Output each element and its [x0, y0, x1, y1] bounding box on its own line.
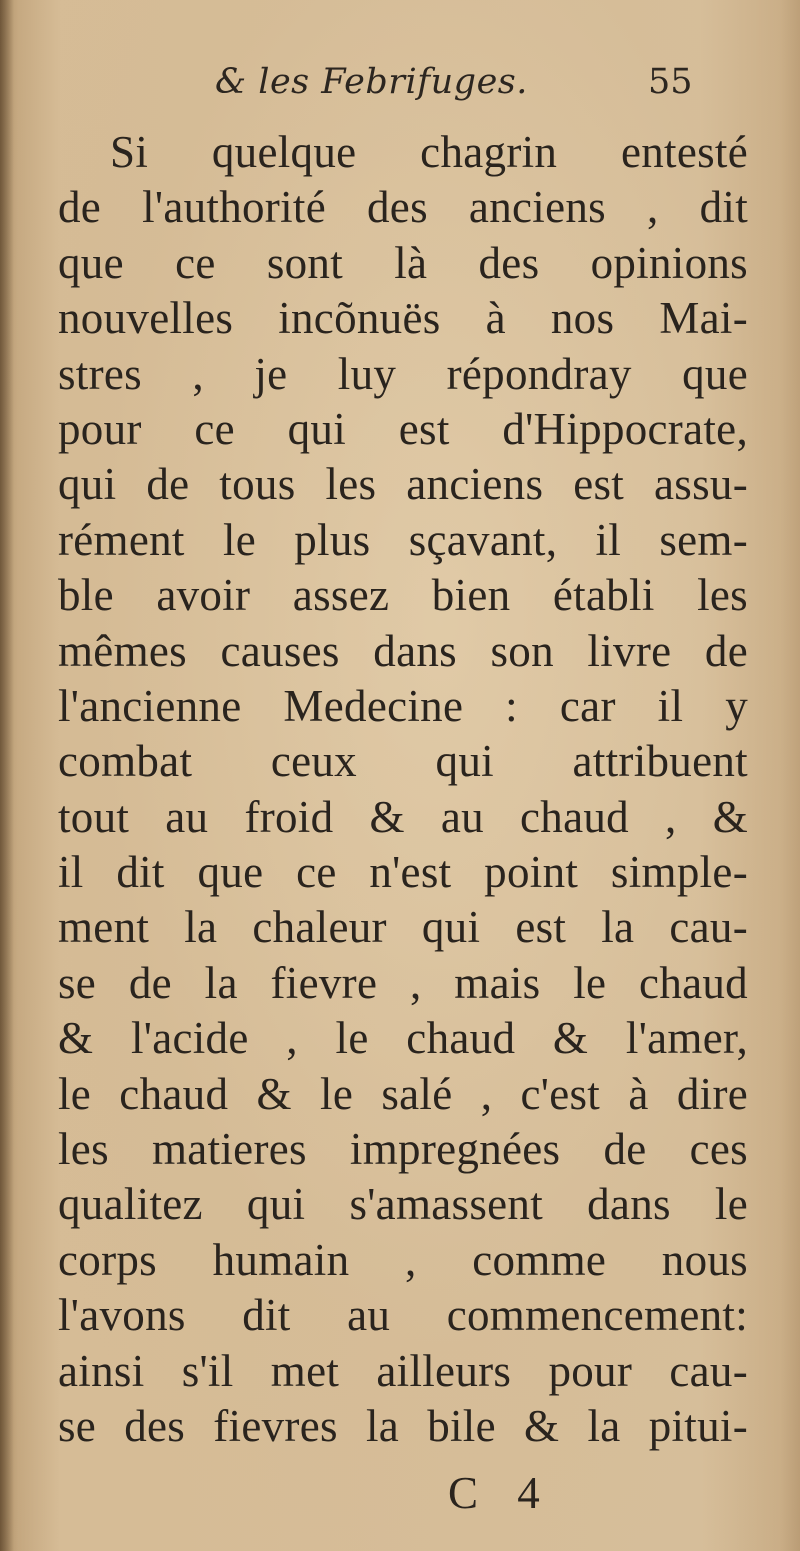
text-line: qui de tous les anciens est assu- [58, 459, 748, 510]
text-line: ment la chaleur qui est la cau- [58, 902, 748, 953]
text-line: nouvelles incõnuës à nos Mai- [58, 293, 748, 344]
text-line: tout au froid & au chaud , & [58, 791, 748, 842]
text-line: ainsi s'il met ailleurs pour cau- [58, 1345, 748, 1396]
text-line: se de la fievre , mais le chaud [58, 957, 748, 1008]
text-line: l'ancienne Medecine : car il y [58, 680, 748, 731]
text-line: rément le plus sçavant, il sem- [58, 514, 748, 565]
text-line: se des fievres la bile & la pitui- [58, 1400, 748, 1451]
signature-mark: C 4 [448, 1468, 554, 1518]
text-line: les matieres impregnées de ces [58, 1124, 748, 1175]
text-line: stres , je luy répondray que [58, 348, 748, 399]
text-line: pour ce qui est d'Hippocrate, [58, 403, 748, 454]
text-line: qualitez qui s'amassent dans le [58, 1179, 748, 1230]
text-line: mêmes causes dans son livre de [58, 625, 748, 676]
text-line: que ce sont là des opinions [58, 237, 748, 288]
text-line: il dit que ce n'est point simple- [58, 847, 748, 898]
gutter-shadow [0, 0, 14, 1551]
running-head: & les Febrifuges. [215, 62, 528, 102]
text-line: le chaud & le salé , c'est à dire [58, 1068, 748, 1119]
text-line: de l'authorité des anciens , dit [58, 182, 748, 233]
text-line: & l'acide , le chaud & l'amer, [58, 1013, 748, 1064]
body-text [58, 125, 748, 1454]
text-line: combat ceux qui attribuent [58, 736, 748, 787]
text-line: Si quelque chagrin entesté [110, 127, 748, 177]
page-number: 55 [648, 62, 693, 102]
text-line: corps humain , comme nous [58, 1234, 748, 1285]
text-line: l'avons dit au commencement: [58, 1290, 748, 1341]
text-line: ble avoir assez bien établi les [58, 570, 748, 621]
